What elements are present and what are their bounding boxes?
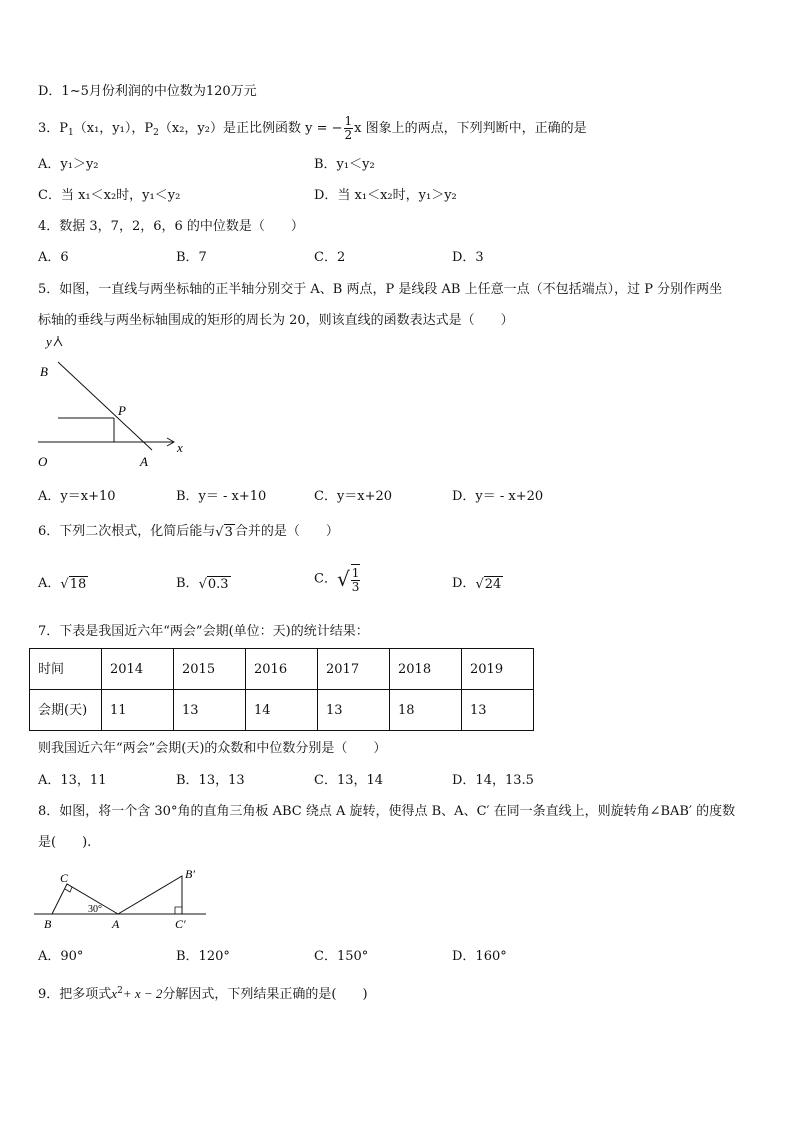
- q9-stem: 9．把多项式$x^2+ x - 2$分解因式，下列结果正确的是( ): [38, 986, 368, 1002]
- q7-stats-table: [29, 648, 534, 731]
- table-cell: 11: [102, 690, 174, 731]
- table-cell: 2018: [390, 649, 462, 690]
- table-cell: 14: [246, 690, 318, 731]
- q8-stem-line2: 是( ).: [38, 835, 92, 850]
- q7-option-d: D．14，13.5: [452, 773, 534, 788]
- q6-stem: 6．下列二次根式，化简后能与√3 合并的是（ ）: [38, 524, 339, 540]
- q8-option-b: B．120°: [176, 949, 230, 964]
- label-c: C: [60, 871, 69, 885]
- label-a: A: [112, 917, 120, 931]
- q4-stem: 4．数据 3，7，2，6，6 的中位数是（ ）: [38, 219, 304, 234]
- q3-option-b: B．y₁＜y₂: [314, 157, 375, 172]
- y-axis-arrow: [54, 339, 62, 346]
- table-cell: 13: [318, 690, 390, 731]
- q7-option-c: C．13，14: [314, 773, 384, 788]
- q6-option-a: A．√18: [38, 576, 87, 592]
- q4-option-d: D．3: [452, 250, 484, 265]
- q6-option-b: B．√0.3: [176, 576, 229, 592]
- label-x: x: [177, 440, 183, 455]
- q5-stem-line1: 5．如图，一直线与两坐标轴的正半轴分别交于 A、B 两点，P 是线段 AB 上任意一点（不包括端点），过 P 分别作两坐: [38, 282, 723, 297]
- table-cell: 时间: [30, 649, 102, 690]
- table-header-row: [30, 649, 534, 690]
- sqrt-3: √3: [215, 525, 233, 540]
- q8-stem-line1: 8．如图，将一个含 30°角的直角三角板 ABC 绕点 A 旋转，使得点 B、A、C′ 在同一条直线上，则旋转角∠BAB′ 的度数: [38, 804, 736, 819]
- right-angle-mark-c: [65, 887, 72, 892]
- q3-option-a: A．y₁＞y₂: [38, 157, 99, 172]
- label-angle: 30°: [88, 904, 102, 915]
- table-cell: 2014: [102, 649, 174, 690]
- q5-stem-line2: 标轴的垂线与两坐标轴围成的矩形的周长为 20，则该直线的函数表达式是（ ）: [38, 313, 514, 328]
- label-b: B: [44, 917, 52, 931]
- triangle-abc: [52, 884, 118, 914]
- q6-option-c: C．√ $\frac{1}{3}$: [314, 566, 360, 594]
- q8-option-c: C．150°: [314, 949, 369, 964]
- q3-stem: 3．$P_1(x_1$，y₁），$P_2(x_2$，y₂）是正比例函数 y = − $\frac{1}{2}$ x 图象上的两点，下列判断中，正确的是: [38, 114, 587, 142]
- q4-option-a: A．6: [38, 250, 69, 265]
- table-cell: 2015: [174, 649, 246, 690]
- q5-option-c: C．y＝x+20: [314, 489, 393, 504]
- q7-question: 则我国近六年“两会”会期(天)的众数和中位数分别是（ ）: [38, 741, 387, 756]
- sqrt-0-3: √0.3: [198, 577, 229, 592]
- table-cell: 2016: [246, 649, 318, 690]
- q7-option-a: A．13，11: [38, 773, 107, 788]
- q6-option-d: D．√24: [452, 576, 502, 592]
- sqrt-18: √18: [60, 577, 87, 592]
- label-b: B: [40, 364, 48, 379]
- sqrt-one-third: √: [336, 567, 350, 591]
- label-o: O: [38, 454, 48, 469]
- q5-option-d: D．y＝ - x+20: [452, 489, 544, 504]
- table-cell: 会期(天): [30, 690, 102, 731]
- q8-option-d: D．160°: [452, 949, 507, 964]
- q8-option-a: A．90°: [38, 949, 84, 964]
- q2-option-d: D．1~5月份利润的中位数为120万元: [38, 84, 257, 99]
- table-cell: 18: [390, 690, 462, 731]
- table-cell: 2017: [318, 649, 390, 690]
- q5-coordinate-figure: [34, 336, 194, 476]
- q3-option-c: C．当 x₁＜x₂时，y₁＜y₂: [38, 188, 181, 203]
- line-ab: [58, 362, 152, 450]
- q7-stem: 7．下表是我国近六年“两会”会期(单位：天)的统计结果：: [38, 624, 369, 639]
- label-b-prime: B′: [185, 867, 195, 881]
- label-c-prime: C′: [175, 917, 186, 931]
- right-angle-mark-c-prime: [175, 907, 182, 914]
- q5-option-b: B．y＝ - x+10: [176, 489, 267, 504]
- label-a: A: [140, 454, 148, 469]
- table-cell: 13: [174, 690, 246, 731]
- table-cell: 2019: [462, 649, 534, 690]
- label-y: y: [46, 336, 52, 349]
- label-p: P: [118, 403, 126, 418]
- q7-option-b: B．13，13: [176, 773, 245, 788]
- q4-option-c: C．2: [314, 250, 346, 265]
- fraction-one-half: $\frac{1}{2}$: [344, 114, 353, 142]
- table-cell: 13: [462, 690, 534, 731]
- triangle-ab-prime-c-prime: [118, 876, 182, 914]
- q4-option-b: B．7: [176, 250, 207, 265]
- sqrt-24: √24: [475, 577, 502, 592]
- q5-option-a: A．y＝x+10: [38, 489, 116, 504]
- q3-option-d: D．当 x₁＜x₂时，y₁＞y₂: [314, 188, 457, 203]
- table-row: [30, 690, 534, 731]
- q8-triangle-figure: [30, 860, 220, 932]
